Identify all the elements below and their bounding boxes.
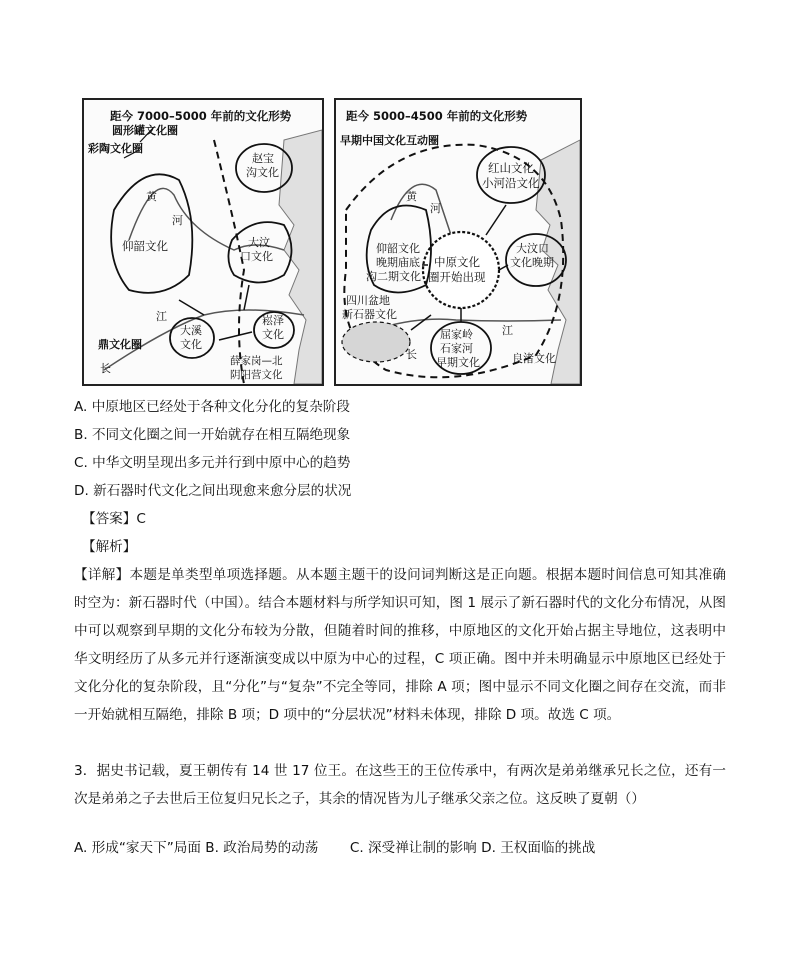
maps-figure [82,98,582,382]
map-label-central-2: 圈开始出现 [428,270,486,284]
map-left-drawing [84,100,322,384]
map-right-interaction-sphere: 早期中国文化互动圈 [340,134,439,147]
map-label-jiang-r: 江 [502,324,513,337]
map-label-dawenkou-r-2: 文化晚期 [510,256,554,269]
answer-line: 【答案】C [82,511,146,527]
map-left-legend-painted-pottery: 彩陶文化圈 [88,142,143,155]
option-d: D. 新石器时代文化之间出现愈来愈分层的状况 [74,483,352,499]
map-label-qujia-1: 屈家岭 [440,328,473,341]
question-3-options: A. 形成“家天下”局面 B. 政治局势的动荡 C. 深受禅让制的影响 D. 王权面临的挑战 [74,840,596,856]
map-label-yangshao-3: 沟二期文化 [366,270,421,283]
map-label-qujia-2: 石家河 [440,342,473,355]
map-label-yinyang: 阴阳营文化 [230,369,283,381]
map-label-huang-r: 黄 [406,190,417,203]
map-label-hongshan-1: 红山文化 [488,161,534,175]
map-label-he: 河 [172,214,183,227]
map-7000-5000 [82,98,324,386]
map-label-hongshan-2: 小河沿文化 [482,176,540,190]
map-label-daxi-1: 大溪 [180,324,202,337]
map-label-daxi-2: 文化 [180,338,202,351]
map-label-liangzhu: 良渚文化 [512,352,556,365]
option-c: C. 中华文明呈现出多元并行到中原中心的趋势 [74,455,351,471]
map-left-title: 距今 7000–5000 年前的文化形势 [110,109,292,123]
option-a: A. 中原地区已经处于各种文化分化的复杂阶段 [74,399,350,415]
map-right-title: 距今 5000–4500 年前的文化形势 [346,109,528,123]
options-list [74,393,724,505]
map-label-yangshao-1: 仰韶文化 [376,242,420,255]
detail-paragraph: 【详解】本题是单类型单项选择题。从本题主题干的设问词判断这是正向题。根据本题时间信息可知其准确时空为：新石器时代（中国）。结合本题材料与所学知识可知，图 1 展示了新石器时代的文化分布情况，从图中可以观察到早期的文化分布较为分散，但随着时间的推移，中原地区的文化开始占据主导地位，这表明中华文明经历了从多元并行逐渐演变成以中原为中心的过程，C 项正确。图中并未明确显示中原地区已经处于文化分化的复杂阶段，且“分化”与“复杂”不完全等同，排除 A 项；图中显示不同文化圈之间存在交流，而非一开始就相互隔绝，排除 B 项；D 项中的“分层状况”材料未体现，排除 D 项。故选 C 项。 [74,567,726,723]
map-label-he-r: 河 [430,202,441,215]
map-label-chang: 长 [100,362,111,375]
map-left-legend-round-jar: 圆形罐文化圈 [112,124,178,137]
map-label-sichuan-1: 四川盆地 [346,294,390,307]
map-label-dawenkou-2: 口文化 [240,250,273,263]
map-label-xuejia: 薛家岗—北 [230,355,283,367]
analysis-label: 【解析】 [82,539,137,555]
map-label-songze-1: 崧泽 [262,314,284,327]
map-label-chang-r: 长 [406,348,417,361]
map-label-songze-2: 文化 [262,328,284,341]
map-label-jiang: 江 [156,310,167,323]
map-label-huang: 黄 [146,190,157,203]
map-label-yangshao: 仰韶文化 [122,239,168,253]
question-3: 3．据史书记载，夏王朝传有 14 世 17 位王。在这些王的王位传承中，有两次是弟弟继承兄长之位，还有一次是弟弟之子去世后王位复归兄长之子，其余的情况皆为儿子继承父亲之位。这反映了夏朝（） [74,763,726,807]
map-right-drawing [336,100,580,384]
map-5000-4500 [334,98,582,386]
map-label-dawenkou-1: 大汶 [248,236,270,249]
map-label-dawenkou-r-1: 大汶口 [516,242,549,255]
option-b: B. 不同文化圈之间一开始就存在相互隔绝现象 [74,427,351,443]
map-label-central-1: 中原文化 [434,255,480,269]
map-label-yangshao-2: 晚期庙底 [376,256,420,269]
map-label-zhaobao-1: 赵宝 [252,152,274,165]
map-label-sichuan-2: 新石器文化 [342,308,397,321]
map-label-ding-sphere: 鼎文化圈 [98,338,142,351]
map-label-qujia-3: 早期文化 [436,356,480,369]
map-label-zhaobao-2: 沟文化 [246,166,279,179]
